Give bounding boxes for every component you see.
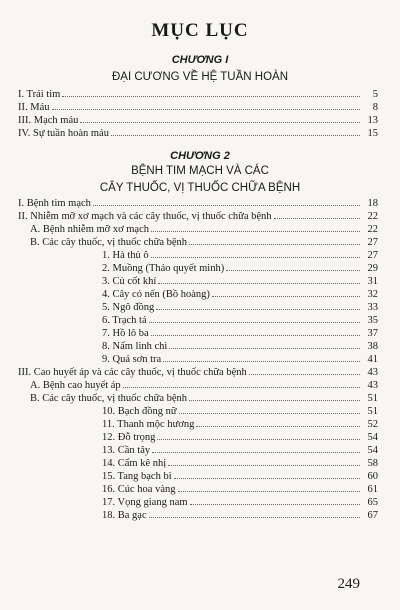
toc-entry[interactable]: I. Trái tim 5 [18,89,378,100]
toc-entry[interactable]: II. Nhiễm mỡ xơ mạch và các cây thuốc, vị thuốc chữa bệnh 22 [18,211,378,222]
toc-entry[interactable]: 1. Hà thủ ô 27 [102,250,378,261]
toc-entry[interactable]: III. Mạch máu 13 [18,115,378,126]
toc-entry[interactable]: 12. Đỗ trọng 54 [102,432,378,443]
toc-entry[interactable]: 8. Nấm linh chi 38 [102,341,378,352]
toc-entry[interactable]: 5. Ngô đồng 33 [102,302,378,313]
toc-entry[interactable]: A. Bệnh nhiễm mỡ xơ mạch 22 [30,224,378,235]
toc-entry[interactable]: 6. Trạch tả 35 [102,315,378,326]
toc-entry[interactable]: II. Máu 8 [18,102,378,113]
page-number: 249 [337,576,360,592]
toc-entry[interactable]: B. Các cây thuốc, vị thuốc chữa bệnh 27 [30,237,378,248]
toc-entry[interactable]: 15. Tang bạch bì 60 [102,471,378,482]
chapter2-label: CHƯƠNG 2 [170,150,230,162]
toc-entry[interactable]: 14. Cẩm kê nhị 58 [102,458,378,469]
toc-entry[interactable]: 4. Cây cỏ nến (Bồ hoàng) 32 [102,289,378,300]
toc-entry[interactable]: 10. Bạch đồng nữ 51 [102,406,378,417]
chapter1-title: ĐẠI CƯƠNG VỀ HỆ TUẦN HOÀN [111,71,289,83]
toc-entry[interactable]: 2. Muồng (Thảo quyết minh) 29 [102,263,378,274]
chapter2-title-line1: BỆNH TIM MẠCH VÀ CÁC [131,165,269,177]
toc-entry[interactable]: B. Các cây thuốc, vị thuốc chữa bệnh 51 [30,393,378,404]
toc-entry[interactable]: 7. Hồ lô ba 37 [102,328,378,339]
toc-entry[interactable]: 13. Cần tây 54 [102,445,378,456]
toc-entry[interactable]: I. Bệnh tim mạch 18 [18,198,378,209]
toc-entry[interactable]: 17. Vọng giang nam 65 [102,497,378,508]
toc-entry[interactable]: A. Bệnh cao huyết áp 43 [30,380,378,391]
toc-entry[interactable]: III. Cao huyết áp và các cây thuốc, vị thuốc chữa bệnh 43 [18,367,378,378]
toc-entry[interactable]: 9. Quả sơn tra 41 [102,354,378,365]
toc-entry[interactable]: 11. Thanh mộc hương 52 [102,419,378,430]
toc-entry[interactable]: IV. Sự tuần hoàn máu 15 [18,128,378,139]
chapter1-label: CHƯƠNG I [171,54,229,66]
toc-entry[interactable]: 16. Cúc hoa vàng 61 [102,484,378,495]
toc-entry[interactable]: 3. Củ cốt khí 31 [102,276,378,287]
page-title: MỤC LỤC [151,20,249,41]
chapter2-title-line2: CÂY THUỐC, VỊ THUỐC CHỮA BỆNH [99,182,301,194]
toc-entry[interactable]: 18. Ba gạc 67 [102,510,378,521]
